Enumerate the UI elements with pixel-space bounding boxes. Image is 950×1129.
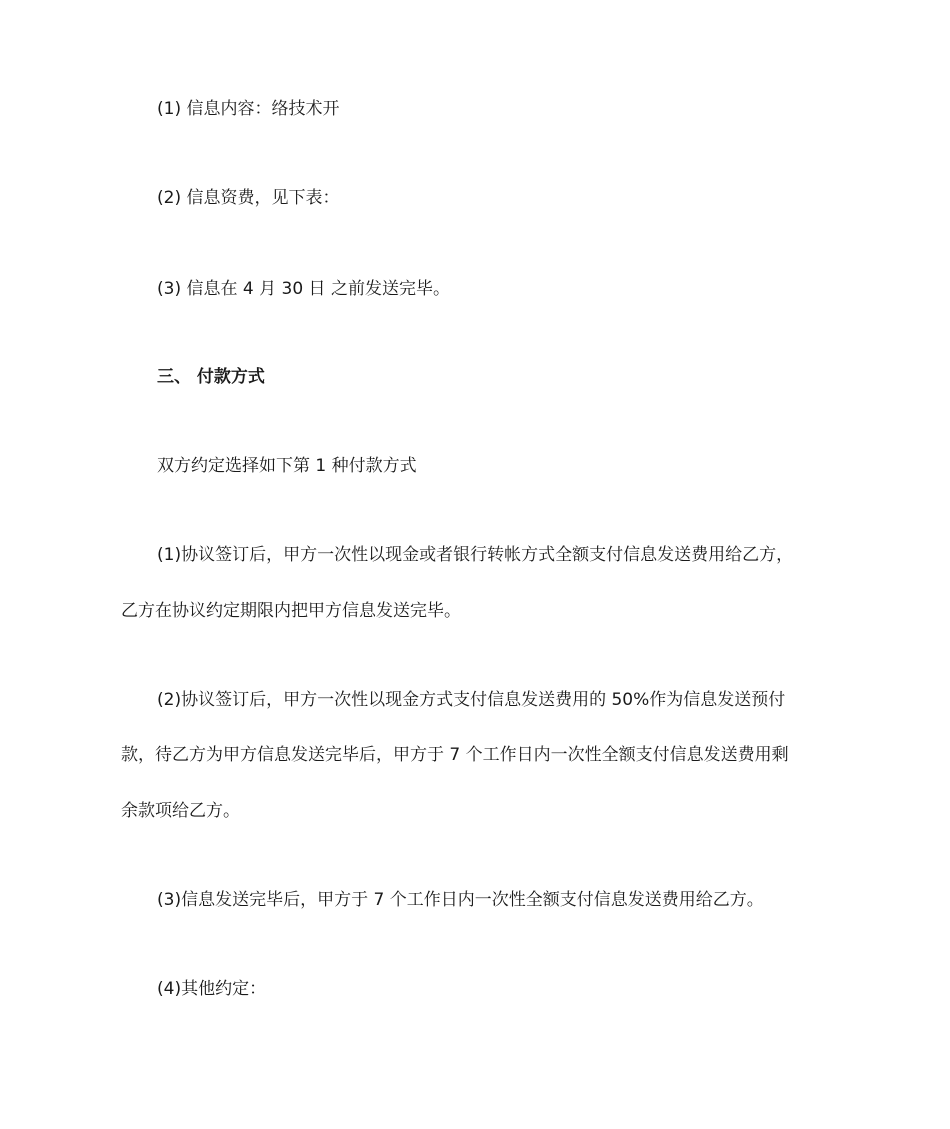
item-info-deadline: (3) 信息在 4 月 30 日 之前发送完毕。 (157, 279, 450, 299)
item-info-fee: (2) 信息资费，见下表： (157, 188, 340, 208)
agreement-intro: 双方约定选择如下第 1 种付款方式 (157, 456, 417, 476)
option2-line3: 余款项给乙方。 (121, 801, 240, 821)
item-info-content: (1) 信息内容：络技术开 (157, 99, 340, 119)
option1-line1: (1)协议签订后，甲方一次性以现金或者银行转帐方式全额支付信息发送费用给乙方， (157, 545, 794, 565)
section-heading-payment: 三、 付款方式 (157, 367, 265, 387)
option2-line1: (2)协议签订后，甲方一次性以现金方式支付信息发送费用的 50%作为信息发送预付 (157, 690, 786, 710)
option4-line1: (4)其他约定： (157, 979, 267, 999)
option1-line2: 乙方在协议约定期限内把甲方信息发送完毕。 (121, 601, 461, 621)
option3-line1: (3)信息发送完毕后，甲方于 7 个工作日内一次性全额支付信息发送费用给乙方。 (157, 890, 764, 910)
option2-line2: 款，待乙方为甲方信息发送完毕后，甲方于 7 个工作日内一次性全额支付信息发送费用剩 (121, 745, 789, 765)
